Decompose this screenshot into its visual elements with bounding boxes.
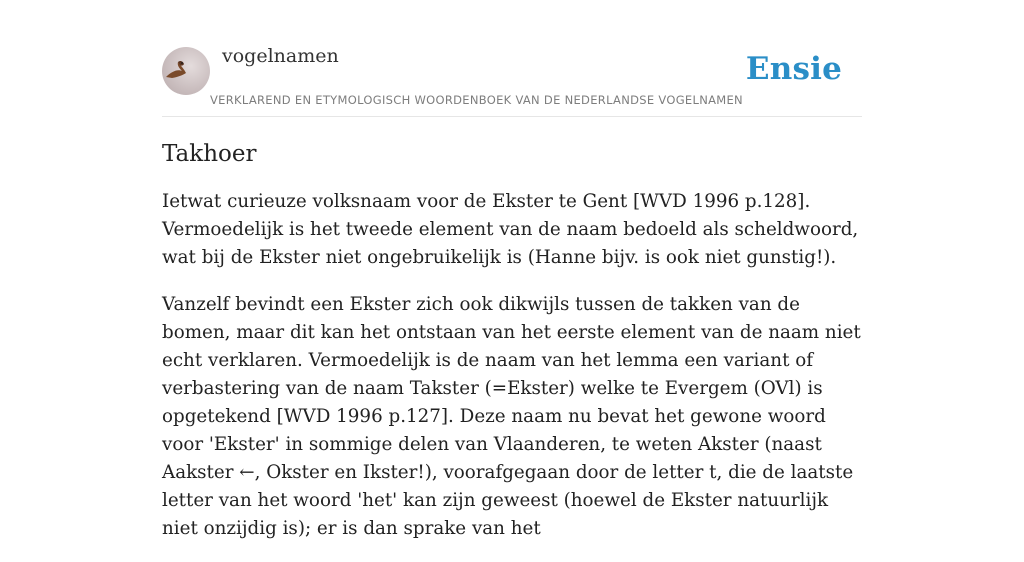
site-header: [162, 0, 862, 117]
article-title: Takhoer: [162, 141, 257, 167]
site-subtitle: VERKLAREND EN ETYMOLOGISCH WOORDENBOEK VAN DE NEDERLANDSE VOGELNAMEN: [210, 93, 743, 107]
bird-photo-icon: [162, 47, 210, 95]
avatar[interactable]: [162, 47, 210, 95]
site-name-link[interactable]: vogelnamen: [222, 45, 339, 67]
ensie-logo[interactable]: Ensie: [745, 51, 842, 87]
article-paragraph: Vanzelf bevindt een Ekster zich ook dikwijls tussen de takken van de bomen, maar dit kan het ontstaan van het eerste element van de naam niet echt verklaren. Vermoedelijk is de naam van het lemma een variant of verbastering van de naam Takster (=Ekster) welke te Evergem (OVl) is opgetekend [WVD 1996 p.127]. Deze naam nu bevat het gewone woord voor 'Ekster' in sommige delen van Vlaanderen, te weten Akster (naast Aakster ←, Okster en Ikster!), voorafgegaan door de letter t, die de laatste letter van het woord 'het' kan zijn geweest (hoewel de Ekster natuurlijk niet onzijdig is); er is dan sprake van het: [162, 294, 861, 539]
article: [162, 138, 862, 562]
article-paragraph: Ietwat curieuze volksnaam voor de Ekster te Gent [WVD 1996 p.128]. Vermoedelijk is het tweede element van de naam bedoeld als scheldwoord, wat bij de Ekster niet ongebruikelijk is (Hanne bijv. is ook niet gunstig!).: [162, 191, 859, 268]
